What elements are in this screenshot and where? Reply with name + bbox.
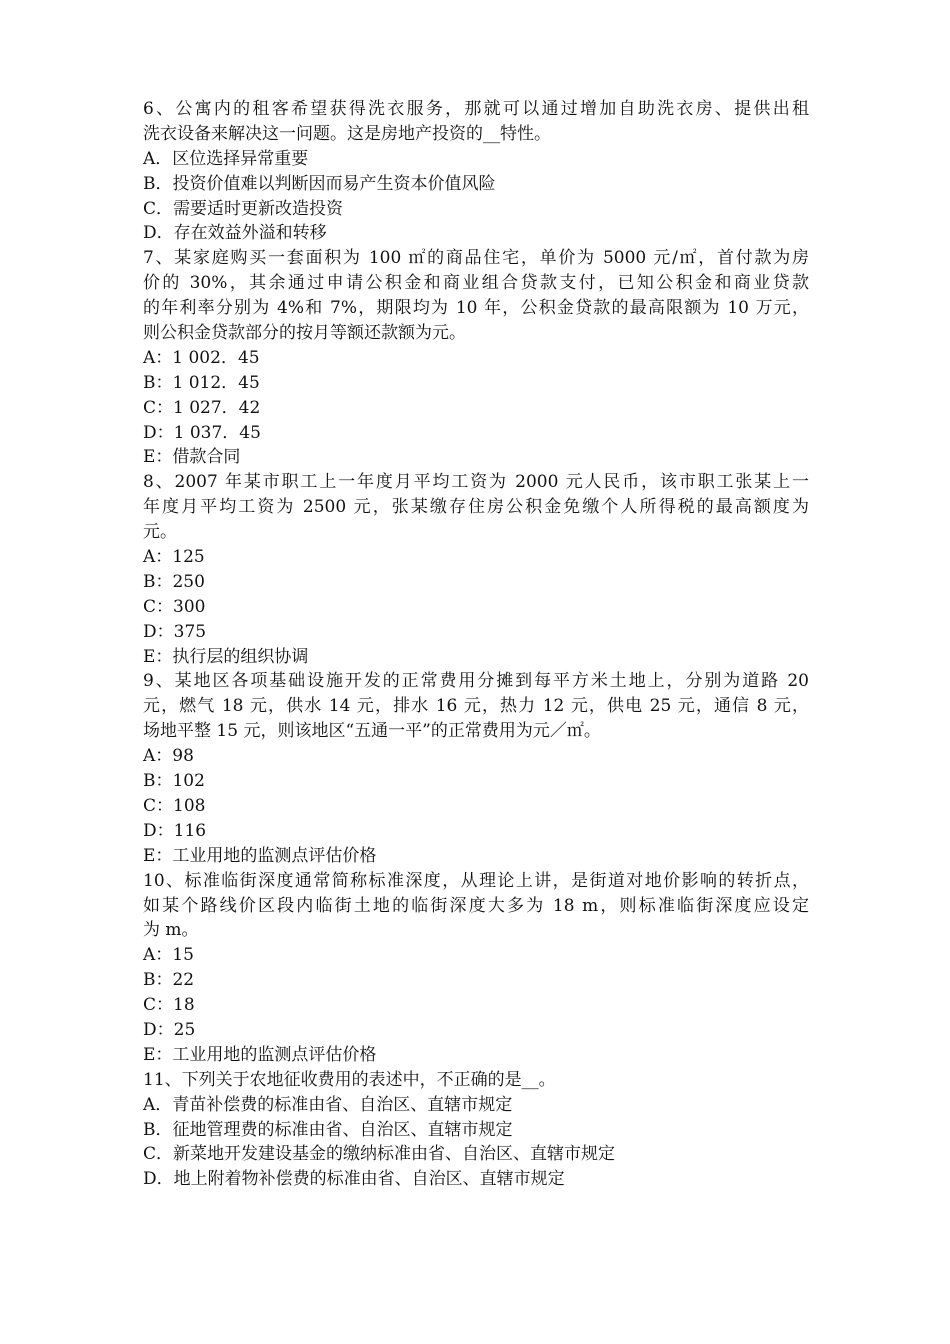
answer-option: A：98 — [143, 746, 194, 767]
question-text-line: 9、某地区各项基础设施开发的正常费用分摊到每平方米土地上，分别为道路 20 — [143, 671, 809, 692]
question-text-line: 洗衣设备来解决这一问题。这是房地产投资的__特性。 — [143, 123, 551, 144]
answer-option: C：300 — [143, 596, 206, 617]
question-text-line: 元。 — [143, 522, 177, 543]
answer-option: B：250 — [143, 571, 205, 592]
answer-option: D．存在效益外溢和转移 — [143, 223, 327, 244]
answer-option: A：125 — [143, 547, 205, 568]
question-block — [143, 1068, 809, 1192]
question-block — [143, 470, 809, 669]
answer-option: E：工业用地的监测点评估价格 — [143, 1044, 377, 1065]
answer-option: C：18 — [143, 995, 195, 1016]
question-block — [143, 97, 809, 246]
question-text-line: 元，燃气 18 元，供水 14 元，排水 16 元，热力 12 元，供电 25 元，通信 8 元， — [143, 696, 809, 717]
question-text-line: 场地平整 15 元，则该地区“五通一平”的正常费用为元／㎡。 — [143, 721, 601, 742]
question-text-line: 价的 30%，其余通过申请公积金和商业组合贷款支付，已知公积金和商业贷款 — [143, 273, 809, 294]
question-block — [143, 869, 809, 1068]
question-text-line: 为 m。 — [143, 920, 199, 941]
question-text-line: 如某个路线价区段内临街土地的临街深度大多为 18 m，则标准临街深度应设定 — [143, 895, 809, 916]
answer-option: A．区位选择异常重要 — [143, 148, 309, 169]
question-text-line: 11、下列关于农地征收费用的表述中，不正确的是__。 — [143, 1069, 556, 1090]
answer-option: D：116 — [143, 820, 207, 841]
answer-option: B．征地管理费的标准由省、自治区、直辖市规定 — [143, 1119, 513, 1140]
answer-option: C．需要适时更新改造投资 — [143, 198, 344, 219]
answer-option: C．新菜地开发建设基金的缴纳标准由省、自治区、直辖市规定 — [143, 1144, 616, 1165]
answer-option: D：25 — [143, 1019, 196, 1040]
question-text-line: 则公积金贷款部分的按月等额还款额为元。 — [143, 323, 466, 344]
answer-option: B：22 — [143, 970, 195, 991]
answer-option: C：108 — [143, 795, 206, 816]
answer-option: B：102 — [143, 771, 205, 792]
document-body — [143, 97, 809, 1192]
answer-option: C：1 027．42 — [143, 397, 261, 418]
question-text-line: 的年利率分别为 4%和 7%，期限均为 10 年，公积金贷款的最高限额为 10 万元， — [143, 298, 809, 319]
answer-option: E：工业用地的监测点评估价格 — [143, 845, 377, 866]
answer-option: D．地上附着物补偿费的标准由省、自治区、直辖市规定 — [143, 1169, 565, 1190]
question-text-line: 7、某家庭购买一套面积为 100 ㎡的商品住宅，单价为 5000 元/㎡，首付款为房 — [143, 248, 809, 269]
answer-option: B：1 012．45 — [143, 372, 260, 393]
question-text-line: 年度月平均工资为 2500 元，张某缴存住房公积金免缴个人所得税的最高额度为 — [143, 497, 809, 518]
answer-option: E：执行层的组织协调 — [143, 646, 309, 667]
question-text-line: 8、2007 年某市职工上一年度月平均工资为 2000 元人民币，该市职工张某上一 — [143, 472, 809, 493]
answer-option: D：1 037．45 — [143, 422, 261, 443]
answer-option: A．青苗补偿费的标准由省、自治区、直辖市规定 — [143, 1094, 513, 1115]
question-block — [143, 669, 809, 868]
question-text-line: 10、标准临街深度通常简称标准深度，从理论上讲，是街道对地价影响的转折点， — [143, 870, 809, 891]
answer-option: A：1 002．45 — [143, 347, 260, 368]
question-text-line: 6、公寓内的租客希望获得洗衣服务，那就可以通过增加自助洗衣房、提供出租 — [143, 99, 809, 119]
answer-option: B．投资价值难以判断因而易产生资本价值风险 — [143, 173, 496, 194]
answer-option: A：15 — [143, 945, 194, 966]
answer-option: D：375 — [143, 621, 207, 642]
answer-option: E：借款合同 — [143, 447, 241, 468]
question-block — [143, 246, 809, 470]
